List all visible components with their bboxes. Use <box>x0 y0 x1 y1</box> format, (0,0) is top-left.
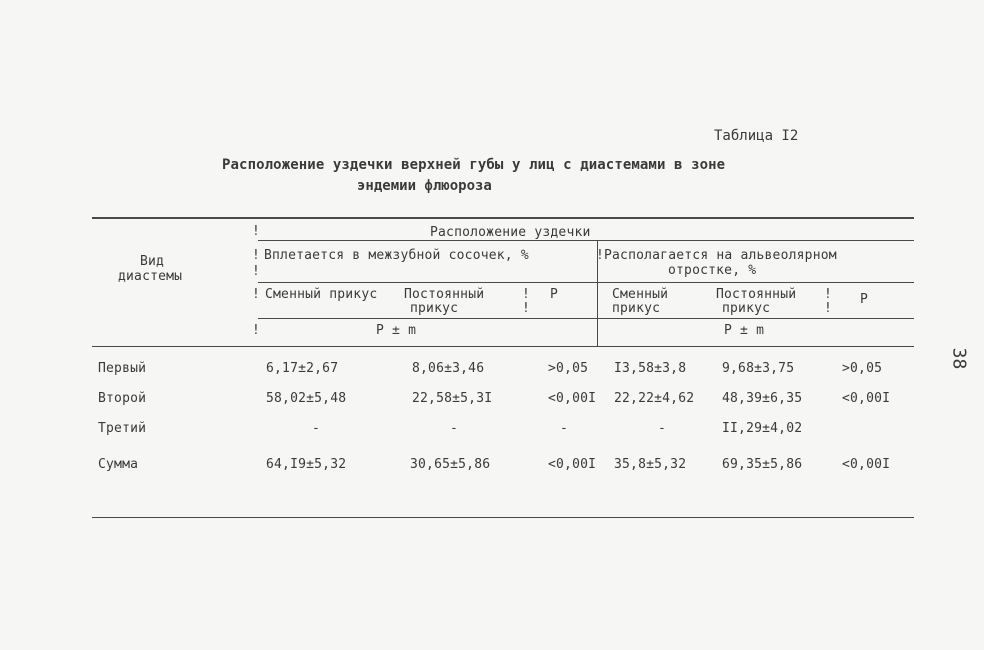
cell-p-papilla: <0,00I <box>548 391 597 406</box>
cell-p-alveolar: <0,00I <box>842 391 891 406</box>
row-name: Второй <box>98 391 147 406</box>
col-header-changing-line2: прикус <box>612 301 661 316</box>
table-number: Таблица I2 <box>714 128 799 144</box>
sep-mark: ! <box>824 287 833 302</box>
cell-permanent-papilla: 22,58±5,3I <box>412 391 493 406</box>
sep-mark: ! <box>522 287 531 302</box>
sep-mark: ! <box>522 301 531 316</box>
col-header-permanent-line1-right: Постоянный <box>716 287 797 302</box>
table-bottom-rule <box>92 517 914 518</box>
group-header: Расположение уздечки <box>430 225 591 240</box>
col-header-changing-bite: Сменный прикус <box>265 287 378 302</box>
col-header-p-left: P <box>550 287 559 302</box>
pm-label-left: P ± m <box>376 323 417 338</box>
sep-mark: ! <box>252 264 261 279</box>
cell-permanent-alveolar: 9,68±3,75 <box>722 361 795 376</box>
table-title-line2: эндемии флюороза <box>357 178 492 194</box>
col-header-permanent-line2-right: прикус <box>722 301 771 316</box>
col-header-permanent-line2: прикус <box>410 301 459 316</box>
sep-mark: ! <box>596 248 605 263</box>
row-label-line2: диастемы <box>118 269 183 284</box>
cell-p-papilla: >0,05 <box>548 361 589 376</box>
cell-permanent-papilla: 30,65±5,86 <box>410 457 491 472</box>
cell-p-alveolar: >0,05 <box>842 361 883 376</box>
row-label-line1: Вид <box>140 254 165 269</box>
page-number: 38 <box>948 347 970 370</box>
col-header-changing-line1: Сменный <box>612 287 669 302</box>
subgroup-header-alveolar-line2: отростке, % <box>668 263 757 278</box>
cell-p-papilla: - <box>560 421 569 436</box>
cell-changing-alveolar: 35,8±5,32 <box>614 457 687 472</box>
cell-permanent-alveolar: 69,35±5,86 <box>722 457 803 472</box>
row-name: Первый <box>98 361 147 376</box>
table-title-line1: Расположение уздечки верхней губы у лиц с диастемами в зоне <box>222 157 726 173</box>
group-rule <box>258 240 914 241</box>
cell-changing-alveolar: I3,58±3,8 <box>614 361 687 376</box>
cell-p-alveolar: <0,00I <box>842 457 891 472</box>
sep-mark: ! <box>252 248 261 263</box>
cell-changing-papilla: 64,I9±5,32 <box>266 457 347 472</box>
col-header-p-right: P <box>860 292 869 307</box>
sep-mark: ! <box>824 301 833 316</box>
pm-label-right: P ± m <box>724 323 765 338</box>
subgroup-rule <box>258 282 914 283</box>
row-name: Сумма <box>98 457 139 472</box>
cell-changing-papilla: 58,02±5,48 <box>266 391 347 406</box>
sep-mark: ! <box>252 287 261 302</box>
cell-changing-papilla: - <box>312 421 321 436</box>
table-top-rule <box>92 217 914 219</box>
cell-changing-alveolar: 22,22±4,62 <box>614 391 695 406</box>
row-name: Третий <box>98 421 147 436</box>
cell-permanent-papilla: - <box>450 421 459 436</box>
subgroup-header-alveolar-line1: Располагается на альвеолярном <box>604 248 837 263</box>
sep-mark: ! <box>252 323 261 338</box>
cell-changing-alveolar: - <box>658 421 667 436</box>
subgroup-header-papilla: Вплетается в межзубной сосочек, % <box>264 248 529 263</box>
cell-permanent-alveolar: 48,39±6,35 <box>722 391 803 406</box>
cell-permanent-papilla: 8,06±3,46 <box>412 361 485 376</box>
cell-changing-papilla: 6,17±2,67 <box>266 361 339 376</box>
cell-permanent-alveolar: II,29±4,02 <box>722 421 803 436</box>
columns-rule <box>258 318 914 319</box>
cell-p-papilla: <0,00I <box>548 457 597 472</box>
col-header-permanent-line1: Постоянный <box>404 287 485 302</box>
sep-mark: ! <box>252 224 261 239</box>
header-bottom-rule <box>92 346 914 347</box>
